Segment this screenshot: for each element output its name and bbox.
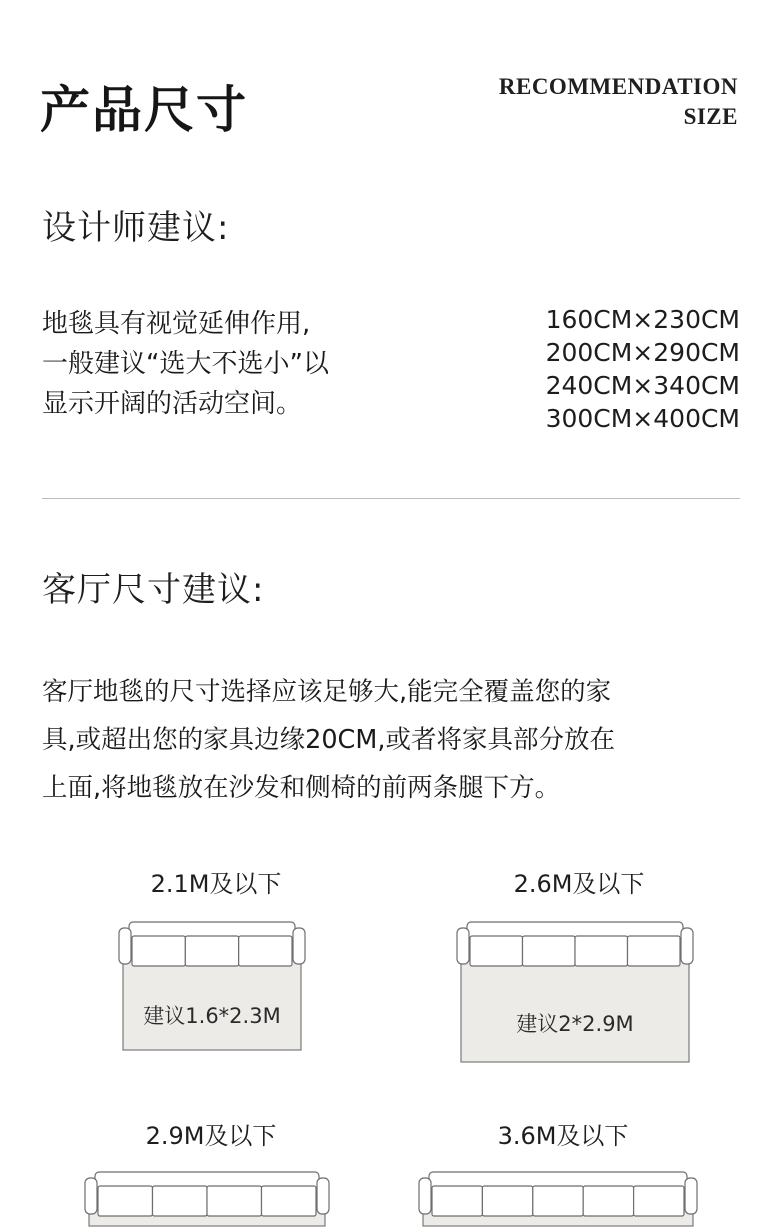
sofa-rug-diagram (118, 916, 306, 1052)
sofa-cushion (575, 936, 628, 966)
designer-line: 显示开阔的活动空间。 (42, 389, 303, 419)
rug-size-label: 建议2*2.9M (516, 1012, 634, 1036)
sofa-cushion (470, 936, 523, 966)
living-room-line: 客厅地毯的尺寸选择应该足够大,能完全覆盖您的家 (42, 677, 612, 707)
sofa-arm (85, 1178, 97, 1214)
sofa-cushion (634, 1186, 684, 1216)
subtitle-line-2: SIZE (683, 104, 738, 129)
page-subtitle (499, 72, 738, 132)
sofa-arm (681, 928, 693, 964)
sofa-cushion (239, 936, 292, 966)
sofa-rug-svg (118, 916, 306, 1052)
sofa-cushion (628, 936, 681, 966)
sofa-arm (685, 1178, 697, 1214)
size-item: 300CM×400CM (545, 404, 740, 433)
sofa-rug-svg (456, 916, 694, 1064)
sofa-cushion (523, 936, 576, 966)
sofa-rug-svg (418, 1166, 698, 1228)
living-room-line: 具,或超出您的家具边缘20CM,或者将家具部分放在 (42, 725, 615, 755)
room-size-label: 3.6M及以下 (497, 1122, 629, 1150)
sofa-cushion (132, 936, 185, 966)
living-room-heading: 客厅尺寸建议: (42, 570, 265, 610)
size-list (546, 303, 740, 435)
page-title: 产品尺寸 (40, 81, 248, 139)
sofa-arm (419, 1178, 431, 1214)
sofa-cushion (98, 1186, 153, 1216)
designer-line: 一般建议“选大不选小”以 (42, 349, 329, 379)
living-room-text (42, 668, 742, 812)
sofa-cushion (533, 1186, 583, 1216)
sofa-arm (317, 1178, 329, 1214)
sofa-cushion (432, 1186, 482, 1216)
sofa-rug-diagram (456, 916, 694, 1064)
designer-line: 地毯具有视觉延伸作用, (42, 309, 311, 339)
subtitle-line-1: RECOMMENDATION (498, 74, 738, 99)
sofa-cushion (583, 1186, 633, 1216)
size-item: 240CM×340CM (545, 371, 740, 400)
size-item: 160CM×230CM (545, 305, 740, 334)
living-room-line: 上面,将地毯放在沙发和侧椅的前两条腿下方。 (42, 773, 561, 803)
sofa-arm (293, 928, 305, 964)
room-size-label: 2.1M及以下 (150, 870, 282, 898)
designer-text (42, 304, 422, 424)
sofa-rug-diagram (84, 1166, 330, 1228)
sofa-cushion (185, 936, 238, 966)
section-divider (42, 498, 740, 499)
room-size-label: 2.9M及以下 (145, 1122, 277, 1150)
sofa-rug-svg (84, 1166, 330, 1228)
sofa-cushion (153, 1186, 208, 1216)
sofa-arm (119, 928, 131, 964)
sofa-cushion (207, 1186, 262, 1216)
sofa-arm (457, 928, 469, 964)
size-item: 200CM×290CM (545, 338, 740, 367)
sofa-cushion (482, 1186, 532, 1216)
room-size-label: 2.6M及以下 (513, 870, 645, 898)
sofa-rug-diagram (418, 1166, 698, 1228)
sofa-cushion (262, 1186, 317, 1216)
designer-heading: 设计师建议: (42, 208, 230, 248)
rug-size-label: 建议1.6*2.3M (143, 1004, 281, 1028)
